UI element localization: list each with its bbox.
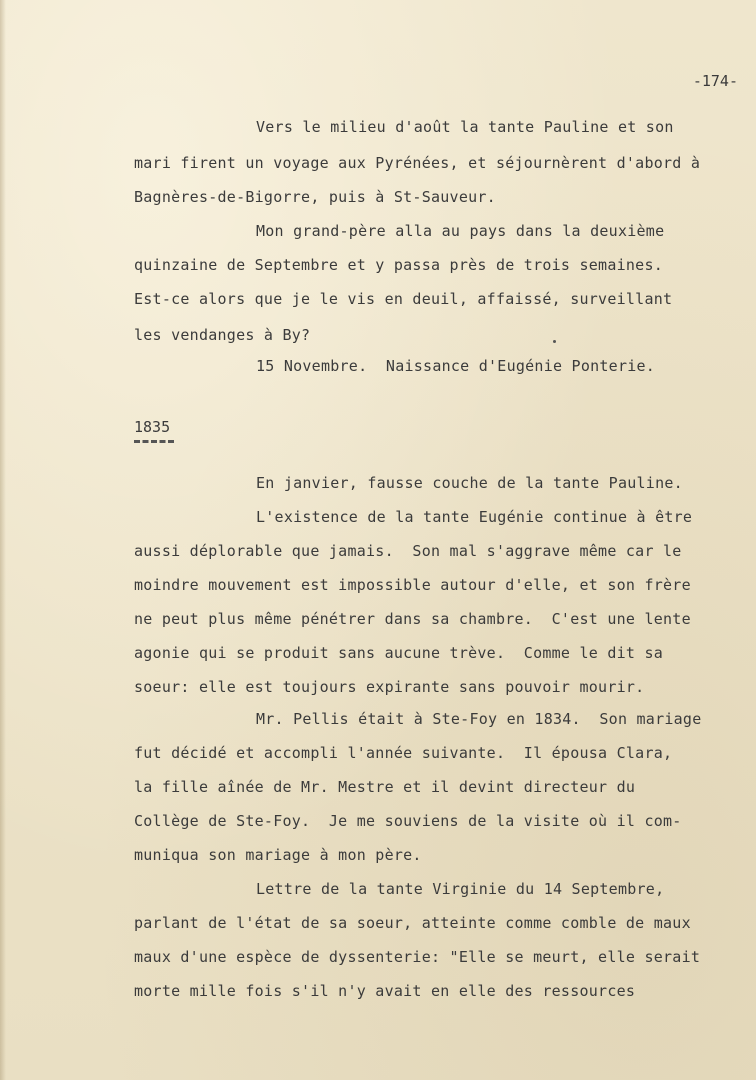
text-line: 15 Novembre. Naissance d'Eugénie Ponterie. — [256, 357, 656, 375]
text-line: Lettre de la tante Virginie du 14 Septembre, — [256, 880, 665, 898]
text-line: aussi déplorable que jamais. Son mal s'aggrave même car le — [134, 542, 682, 560]
text-line: la fille aînée de Mr. Mestre et il devint directeur du — [134, 778, 636, 796]
text-line: Mon grand-père alla au pays dans la deuxième — [256, 222, 665, 240]
text-line: Bagnères-de-Bigorre, puis à St-Sauveur. — [134, 188, 496, 206]
paper-edge-shadow — [0, 0, 6, 1080]
text-line: Mr. Pellis était à Ste-Foy en 1834. Son mariage — [256, 710, 702, 728]
text-line: Vers le milieu d'août la tante Pauline et son — [256, 118, 674, 136]
text-line: muniqua son mariage à mon père. — [134, 846, 422, 864]
text-line: Collège de Ste-Foy. Je me souviens de la visite où il com- — [134, 812, 682, 830]
text-line: mari firent un voyage aux Pyrénées, et séjournèrent d'abord à — [134, 154, 701, 172]
text-line: parlant de l'état de sa soeur, atteinte comme comble de maux — [134, 914, 691, 932]
text-line: Est-ce alors que je le vis en deuil, affaissé, surveillant — [134, 290, 673, 308]
text-line: soeur: elle est toujours expirante sans pouvoir mourir. — [134, 678, 645, 696]
text-line: les vendanges à By? — [134, 326, 311, 344]
page-number: -174- — [692, 72, 738, 90]
year-heading: 1835 — [134, 418, 171, 436]
text-line: morte mille fois s'il n'y avait en elle des ressources — [134, 982, 636, 1000]
year-heading-underline — [134, 440, 174, 443]
text-line: maux d'une espèce de dyssenterie: "Elle se meurt, elle serait — [134, 948, 701, 966]
text-line: ne peut plus même pénétrer dans sa chambre. C'est une lente — [134, 610, 691, 628]
text-line: quinzaine de Septembre et y passa près de trois semaines. — [134, 256, 664, 274]
text-line: agonie qui se produit sans aucune trève. Comme le dit sa — [134, 644, 664, 662]
text-line: En janvier, fausse couche de la tante Pauline. — [256, 474, 683, 492]
text-line: fut décidé et accompli l'année suivante. Il épousa Clara, — [134, 744, 673, 762]
ink-dot — [553, 340, 556, 343]
text-line: L'existence de la tante Eugénie continue à être — [256, 508, 693, 526]
text-line: moindre mouvement est impossible autour d'elle, et son frère — [134, 576, 691, 594]
